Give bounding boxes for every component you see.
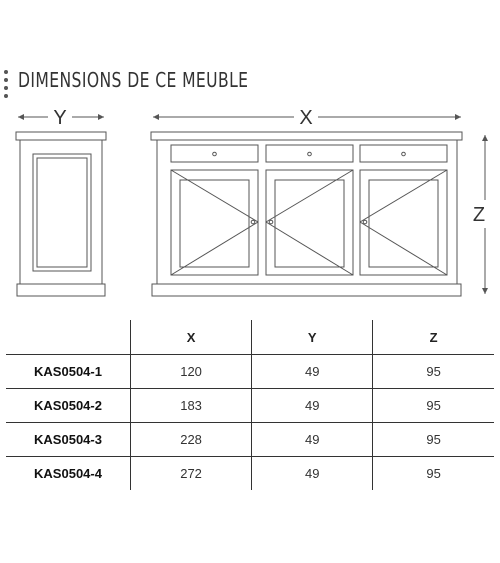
section-heading (0, 66, 300, 100)
x-arrow-left-icon (153, 114, 159, 120)
z-arrow-up-icon (482, 135, 488, 141)
header-x: X (131, 320, 252, 355)
front-top (151, 132, 462, 140)
header-y: Y (252, 320, 373, 355)
front-view (151, 114, 488, 296)
x-dimension-label: X (299, 107, 313, 129)
row-x: 228 (131, 423, 252, 457)
row-x: 183 (131, 389, 252, 423)
row-z: 95 (373, 457, 494, 491)
header-z: Z (373, 320, 494, 355)
row-ref: KAS0504-2 (6, 389, 131, 423)
row-ref: KAS0504-4 (6, 457, 131, 491)
door-2-frame (266, 170, 353, 275)
row-y: 49 (252, 423, 373, 457)
front-plinth (152, 284, 461, 296)
door-1-opening-line-top (171, 170, 258, 222)
row-y: 49 (252, 355, 373, 389)
table-row (6, 457, 494, 491)
table-header-row (6, 320, 494, 355)
y-arrow-right-icon (98, 114, 104, 120)
furniture-drawing (0, 100, 500, 310)
door-3-opening-line-top (360, 170, 447, 222)
section-title: DIMENSIONS DE CE MEUBLE (18, 68, 249, 92)
row-y: 49 (252, 457, 373, 491)
drawer-knob-3-icon (402, 152, 406, 156)
table-row (6, 355, 494, 389)
door-2-panel (275, 180, 344, 267)
sideboard-diagram (0, 100, 500, 310)
row-y: 49 (252, 389, 373, 423)
row-z: 95 (373, 389, 494, 423)
dimensions-table (6, 320, 494, 490)
door-1-knob-icon (251, 220, 255, 224)
door-2-opening-line-top (266, 170, 353, 222)
table-row (6, 423, 494, 457)
row-ref: KAS0504-1 (6, 355, 131, 389)
door-3-knob-icon (363, 220, 367, 224)
side-top (16, 132, 106, 140)
y-dimension-label: Y (53, 107, 67, 129)
row-x: 120 (131, 355, 252, 389)
door-3-frame (360, 170, 447, 275)
z-arrow-down-icon (482, 288, 488, 294)
row-z: 95 (373, 355, 494, 389)
table-row (6, 389, 494, 423)
door-1-frame (171, 170, 258, 275)
header-ref (6, 320, 131, 355)
side-body (20, 140, 102, 284)
side-panel-outer (33, 154, 91, 271)
z-dimension-label: Z (472, 204, 486, 226)
drawer-2 (266, 145, 353, 162)
door-1-panel (180, 180, 249, 267)
drawer-1 (171, 145, 258, 162)
drawer-knob-2-icon (308, 152, 312, 156)
row-ref: KAS0504-3 (6, 423, 131, 457)
side-view (16, 114, 106, 296)
x-arrow-right-icon (455, 114, 461, 120)
door-2-knob-icon (269, 220, 273, 224)
door-3-panel (369, 180, 438, 267)
drawer-knob-1-icon (213, 152, 217, 156)
row-x: 272 (131, 457, 252, 491)
vertical-dots-icon (4, 70, 10, 98)
y-arrow-left-icon (18, 114, 24, 120)
side-panel-inner (37, 158, 87, 267)
side-plinth (17, 284, 105, 296)
row-z: 95 (373, 423, 494, 457)
drawer-3 (360, 145, 447, 162)
